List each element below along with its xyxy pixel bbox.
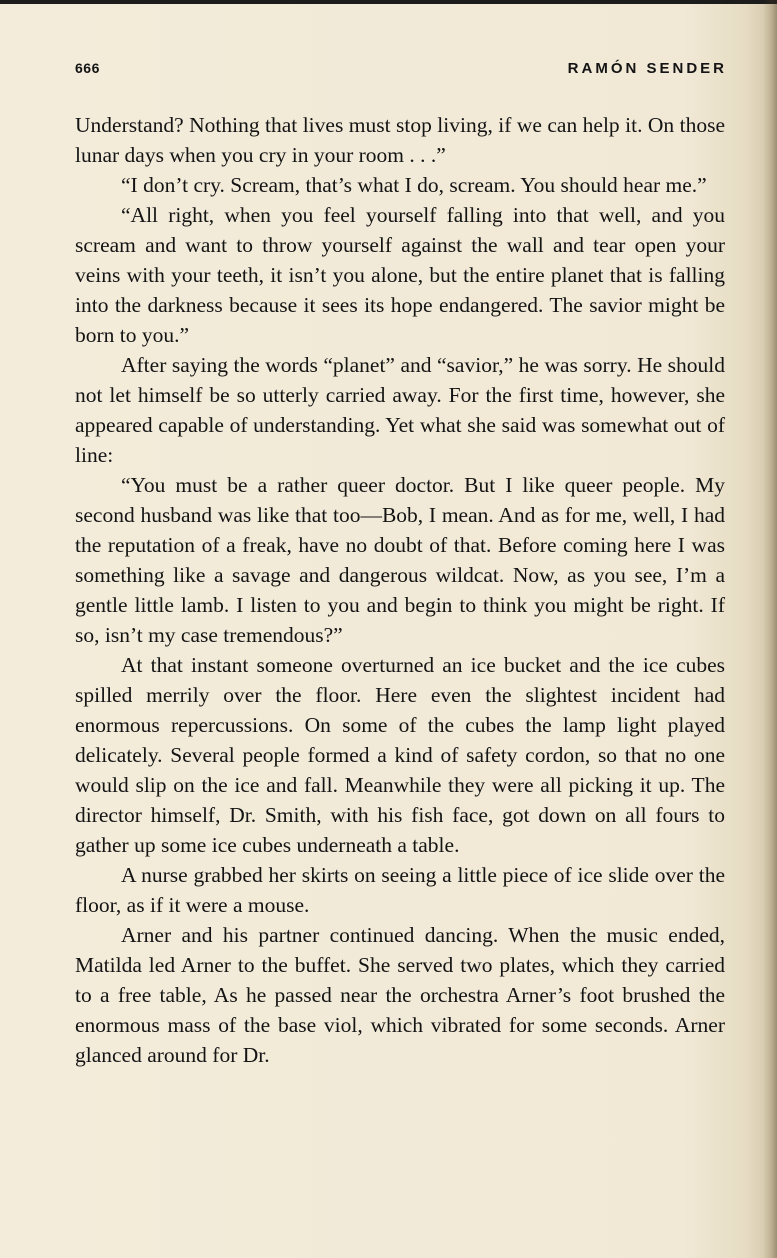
paragraph: At that instant someone overturned an ice bucket and the ice cubes spilled merrily over the floor. Here even the slightest incident had enormous repercussions. On some of the cubes the lamp light played delicately. Several people formed a kind of safety cordon, so that no one would slip on the ice and fall. Meanwhile they were all picking it up. The director himself, Dr. Smith, with his fish face, got down on all fours to gather up some ice cubes underneath a table. xyxy=(75,653,725,857)
paragraph: After saying the words “planet” and “savior,” he was sorry. He should not let himself be so utterly carried away. For the first time, however, she appeared capable of understanding. Yet what she said was somewhat out of line: xyxy=(75,353,725,467)
paragraph: “I don’t cry. Scream, that’s what I do, scream. You should hear me.” xyxy=(121,173,707,197)
paragraph: Understand? Nothing that lives must stop living, if we can help it. On those lunar days when you cry in your room . . .” xyxy=(75,113,725,167)
running-head: RAMÓN SENDER xyxy=(567,60,727,77)
paragraph: Arner and his partner continued dancing. When the music ended, Matilda led Arner to the buffet. She served two plates, which they carried to a free table, As he passed near the orchestra Arner’s foot brushed the enormous mass of the base viol, which vibrated for some seconds. Arner glanced around for Dr. xyxy=(75,923,725,1067)
page-gutter-shadow xyxy=(763,0,777,1258)
page-top-border xyxy=(0,0,777,4)
paragraph: “You must be a rather queer doctor. But I like queer people. My second husband was like that too—Bob, I mean. And as for me, well, I had the reputation of a freak, have no doubt of that. Before coming here I was something like a savage and dangerous wildcat. Now, as you see, I’m a gentle little lamb. I listen to you and begin to think you might be right. If so, isn’t my case tremendous?” xyxy=(75,473,725,647)
body-text xyxy=(75,110,725,1070)
page-header xyxy=(75,60,727,84)
paragraph: “All right, when you feel yourself falling into that well, and you scream and want to throw yourself against the wall and tear open your veins with your teeth, it isn’t you alone, but the entire planet that is falling into the darkness because it sees its hope endangered. The savior might be born to you.” xyxy=(75,203,725,347)
paragraph: A nurse grabbed her skirts on seeing a little piece of ice slide over the floor, as if it were a mouse. xyxy=(75,863,725,917)
page-number: 666 xyxy=(75,60,100,76)
